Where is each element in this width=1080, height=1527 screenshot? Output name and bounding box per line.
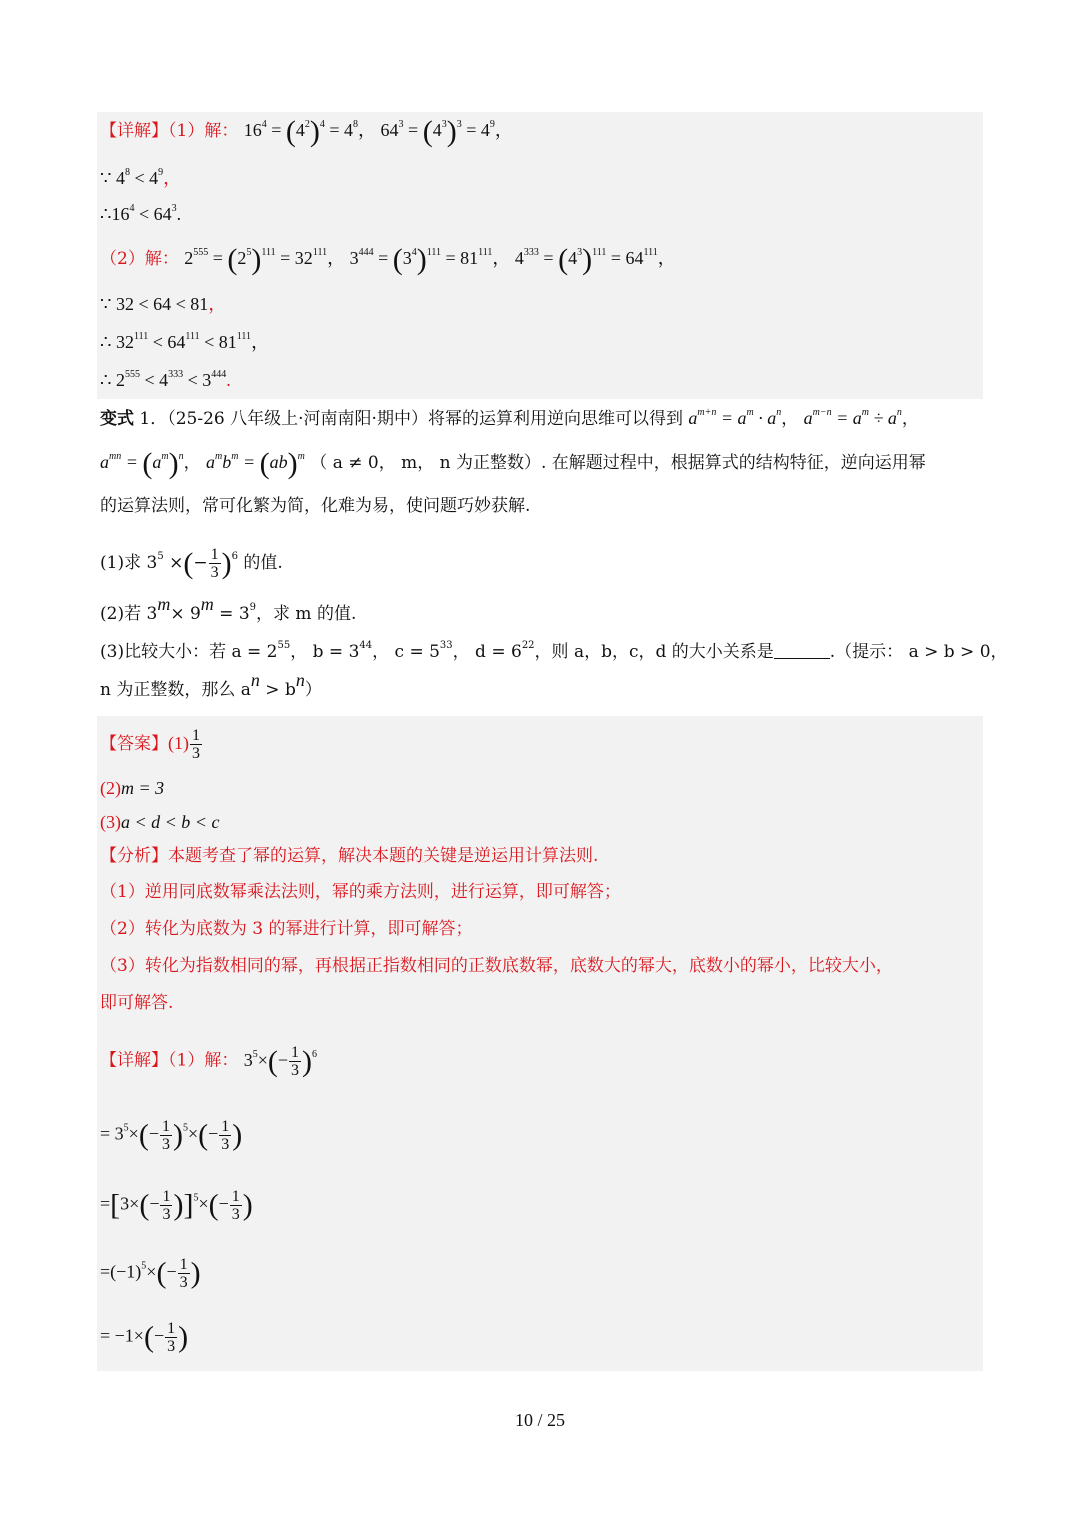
t: m [231,451,239,462]
t: 9 [249,602,257,613]
paren: ) [178,1320,189,1354]
t: (3)比较大小：若 a = 2 [100,642,278,662]
t: ，求 m 的值. [256,604,357,624]
fraction [160,1118,172,1153]
t: 2 [184,248,194,268]
t: 3 [162,1206,171,1223]
t: × [198,1193,209,1214]
detail-line-6 [100,330,269,354]
t: ， 3 [327,248,359,268]
t: = [100,1123,111,1144]
t: 3 [179,1274,188,1291]
t: 4 [295,120,305,140]
t: (2)若 3 [100,604,158,624]
t: n [295,670,305,690]
t: × [257,1049,268,1070]
t: m [161,451,169,462]
paren: ( [558,243,569,276]
t: m [215,451,223,462]
t: = [100,1261,111,1282]
t: < 81 [199,332,237,352]
t: n [178,451,184,462]
t: 22 [521,640,535,651]
t: （1）逆用同底数幂乘法法则，幂的乘方法则，进行运算，即可解答； [100,882,621,902]
t: 3 [231,1206,240,1223]
t: 1 [210,546,219,563]
t: = [408,120,419,140]
detail-line-4 [100,243,676,276]
t: a < d < b < c [121,812,220,832]
t: × [129,1193,140,1214]
t: ，则 a，b，c，d 的大小关系是 [534,642,774,662]
fraction [230,1188,242,1223]
paren: ( [259,447,270,480]
analysis-2 [100,917,472,941]
page-number: 10 / 25 [514,1410,565,1430]
t: 111 [261,247,276,258]
t: < 3 [183,370,212,390]
paren: ( [198,1118,209,1152]
t: ， b = 3 [290,642,360,662]
t: 5 [157,551,164,562]
t: 4 [411,247,417,258]
t: = [271,120,282,140]
t: 3 [441,119,447,130]
t: 1 [161,1118,170,1135]
part2-tag: （2）解： [100,249,179,269]
paren: ) [302,1044,313,1078]
t: 444 [211,369,227,380]
t: 3 [114,1123,124,1144]
t: n [776,407,782,418]
t: 8 [124,167,130,178]
t: − [153,1325,165,1346]
paren: ( [208,1188,219,1222]
paren: ) [416,243,427,276]
step-4 [100,1320,188,1355]
t: ∴ 2 [100,370,125,390]
t: m [157,594,171,614]
t: 3 [192,745,200,762]
paren: ) [168,447,179,480]
t: 3 [577,247,583,258]
paren: ( [285,115,296,148]
t: (2) [100,778,121,798]
t: − [148,1123,159,1144]
t: ， [901,409,919,429]
detail2-line-1 [100,1044,317,1079]
t: > b [259,680,296,700]
detail-label: 【详解】 [100,1050,168,1071]
t: 即可解答. [100,993,174,1013]
analysis-line [100,844,598,868]
t: − [149,1193,160,1214]
answer-line-2 [100,776,164,801]
paren: ) [172,1118,183,1152]
t: − [277,1049,289,1070]
t: 333 [168,369,184,380]
t: m−n [812,407,832,418]
t: × [128,1123,139,1144]
t: 本题考查了幂的运算，解决本题的关键是逆运用计算法则. [168,846,599,866]
t: 6 [231,551,238,562]
t: 111 [236,331,252,342]
t: 5 [182,1122,188,1134]
t: 3 [167,1338,176,1355]
paren: ) [173,1188,184,1222]
analysis-3b [100,991,173,1015]
t: （2）转化为底数为 3 的幂进行计算，即可解答； [100,919,473,939]
paren: ( [227,243,238,276]
t: = [378,248,389,268]
detail-line-2 [100,166,181,190]
fraction [165,1320,177,1355]
t: − [218,1193,229,1214]
paren: ) [309,115,320,148]
t: 6 [312,1048,318,1060]
t: 3 [221,1136,230,1153]
t: . [226,370,231,390]
t: 111 [312,247,328,258]
t: ， [251,332,270,352]
t: = 64 [610,248,644,268]
t: 55 [277,640,291,651]
paren: ) [190,1256,201,1290]
t: 4 [432,120,442,140]
paren: ( [392,243,403,276]
t: ， [657,248,676,268]
t: ， [183,453,201,473]
t: = 32 [280,248,313,268]
t: 1 [221,1118,230,1135]
t: ） [304,680,322,700]
t: 5 [123,1122,129,1134]
t: < 4 [139,370,169,390]
t: = [212,248,223,268]
detail-line-5 [100,292,226,316]
t: 555 [193,247,209,258]
t: 1 [162,1188,171,1205]
t: （3）转化为指数相同的幂，再根据正指数相同的正数底数幂，底数大的幂大，底数小的幂小，比较大小， [100,956,893,976]
t: m [746,407,754,418]
t: 2 [304,119,310,130]
problem-line-3 [100,494,530,518]
analysis-label: 【分析】 [100,846,168,866]
t: （ a ≠ 0， m， n 为正整数）. 在解题过程中，根据算式的结构特征，逆向运用幂 [310,453,926,473]
t: 4 [319,119,325,130]
t: m [297,451,305,462]
t: ∴16 [100,204,130,224]
step-2 [100,1188,253,1223]
t: 33 [439,640,453,651]
t: ∵ 32 < 64 < 81 [100,294,209,314]
t: ， [494,120,513,140]
t: × [187,1123,199,1144]
fraction [190,727,202,762]
t: (3) [100,812,121,832]
answer-label: 【答案】 [100,734,168,754]
t: 5 [246,247,252,258]
t: 5 [141,1260,147,1272]
question-3-cont [100,670,322,702]
problem-line-2: $a^{mn} = (a^m)^n$， $a^mb^m = (ab)^m$ （ a ≠ 0， m， n 为正整数）. 在解题过程中，根据算式的结构特征，逆向运用幂 [100,447,926,480]
paren: ) [287,447,298,480]
part1-tag: （1）解： [168,121,239,141]
t: 1．（25-26 八年级上·河南南阳·期中）将幂的运算利用逆向思维可以得到 [134,409,683,429]
t: − [166,1261,177,1282]
t: 111 [592,247,607,258]
t: = [100,1193,111,1214]
question-2 [100,594,357,626]
t: (1)求 3 [100,553,158,573]
t: n [896,407,902,418]
t: = 3 [213,604,250,624]
fraction [160,1188,172,1223]
t: = 4 [466,120,490,140]
t: 4 [568,248,578,268]
paren: ( [183,547,194,580]
t: × 9 [170,604,201,624]
t: 111 [185,331,200,342]
paren: ) [221,547,232,580]
t: ∵ 4 [100,168,125,188]
t: 3 [456,119,462,130]
t: ， 4 [492,248,524,268]
t: − [193,553,208,573]
t: n 为正整数，那么 a [100,680,251,700]
t: = −1× [100,1325,144,1346]
t: ， [781,409,799,429]
t: 5 [252,1048,258,1060]
t: (1) [168,733,189,753]
t: 111 [478,247,493,258]
t: m [200,594,214,614]
paren: ) [232,1118,243,1152]
t: < 64 [148,332,186,352]
t: 的值. [243,553,283,573]
t: 3 [398,119,404,130]
t: 444 [358,247,374,258]
t: 9 [489,119,495,130]
step-3 [100,1256,201,1291]
t: m+n [697,407,717,418]
t: 3 [161,1136,170,1153]
t: 111 [133,331,149,342]
paren: ) [242,1188,253,1222]
t: = 4 [329,120,354,140]
t: 1 [192,727,200,744]
t: 3 [243,1049,253,1070]
detail-line-1 [100,115,513,148]
variant-tag: 变式 [100,409,134,429]
t: 111 [643,247,658,258]
detail-line-3 [100,202,181,226]
t: ， [163,168,182,188]
paren: ( [143,1320,154,1354]
t: ， c = 5 [372,642,440,662]
t: = [543,248,554,268]
t: (−1) [110,1261,142,1282]
t: （1）解： [168,1050,239,1071]
fraction [178,1256,190,1291]
t: 8 [353,119,359,130]
fraction [209,546,221,581]
detail-line-7 [100,368,231,392]
t: 1 [179,1256,188,1273]
t: 3 [402,248,412,268]
detail-label: 【详解】 [100,121,168,141]
t: 1 [291,1044,300,1061]
t: 的运算法则，常可化繁为简，化难为易，使问题巧妙获解. [100,496,531,516]
t: 111 [426,247,441,258]
answer-line-1 [100,727,203,762]
t: 5 [193,1192,199,1204]
t: < 64 [134,204,172,224]
t: m [861,407,870,418]
t: n [250,670,260,690]
fraction [289,1044,301,1079]
question-1: (1)求 $3^5$ ×(− $\frac{1}{3}$ )$^6$ 的值. [100,546,283,581]
t: 9 [158,167,164,178]
t: . [176,204,182,224]
t: 555 [124,369,140,380]
t: 44 [359,640,373,651]
t: 333 [523,247,539,258]
t: 4 [261,119,267,130]
question-3 [100,640,1008,664]
paren: ( [138,1118,149,1152]
paren: ) [251,243,262,276]
t: ∴ 32 [100,332,134,352]
t: 3 [120,1193,130,1214]
t: 3 [210,564,219,581]
answer-line-3 [100,810,219,835]
t: 3 [171,203,177,214]
problem-line-1: 变式 1．（25-26 八年级上·河南南阳·期中）将幂的运算利用逆向思维可以得到 $a^{m+n} = a^m \cdot a^n$， $a^{m-n} = a^m \div a^n$， [100,407,919,429]
t: 4 [129,203,135,214]
t: < 4 [129,168,159,188]
answer-blank[interactable] [774,640,830,659]
t: 16 [243,120,262,140]
t: mn [109,451,122,462]
paren: ( [142,447,153,480]
analysis-3 [100,954,893,978]
paren: ) [582,243,593,276]
t: 3 [291,1062,300,1079]
t: 1 [231,1188,240,1205]
t: = 81 [445,248,479,268]
bracket: ] [183,1188,194,1222]
paren: ) [446,115,457,148]
t: ， [208,294,227,314]
paren: ( [422,115,433,148]
t: 2 [237,248,247,268]
t: m = 3 [121,778,165,798]
t: 1 [167,1320,176,1337]
fraction [219,1118,231,1153]
analysis-1 [100,880,621,904]
paren: ( [267,1044,278,1078]
paren: ( [156,1256,167,1290]
bracket: [ [110,1188,121,1222]
step-1 [100,1118,242,1153]
paren: ( [139,1188,150,1222]
t: − [208,1123,219,1144]
t: .（提示： a > b > 0， [829,642,1008,662]
t: × [146,1261,157,1282]
t: ， 64 [358,120,399,140]
t: ， d = 6 [452,642,522,662]
